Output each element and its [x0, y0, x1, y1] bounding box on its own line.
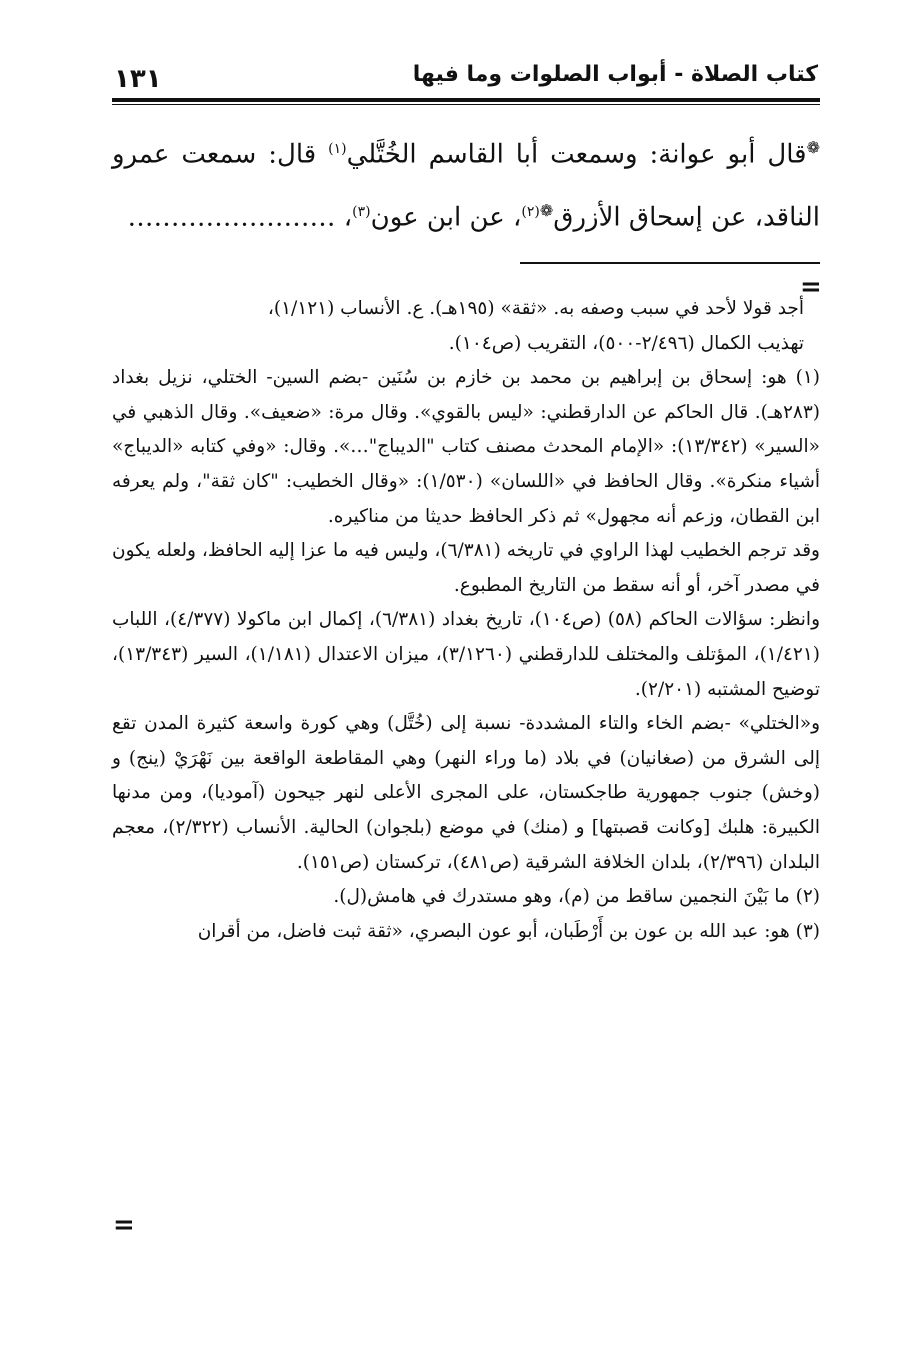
footnote-continuation: تهذيب الكمال (٢/٤٩٦-٥٠٠)، التقريب (ص١٠٤).	[448, 332, 804, 354]
footnotes	[112, 292, 820, 949]
main-text-segment: ، ……………………	[127, 202, 353, 233]
main-text-segment: قال: سمعت عمرو الناقد، عن إسحاق الأزرق	[112, 139, 820, 233]
footnote-separator	[520, 262, 820, 264]
footnote-ref-2: (٢)	[521, 203, 540, 220]
footnote-2	[112, 880, 820, 915]
footnote-1-paragraph: وقد ترجم الخطيب لهذا الراوي في تاريخه (٦/٣٨١)، وليس فيه ما عزا إليه الحافظ، ولعله يكون في مصدر آخر، أو أنه سقط من التاريخ المطبوع.	[112, 540, 820, 596]
footnote-text: هو: عبد الله بن عون بن أَرْطَبان، أبو عون البصري، «ثقة ثبت فاضل، من أقران	[197, 920, 796, 942]
footnote-ref-1: (١)	[328, 141, 347, 157]
running-title: كتاب الصلاة - أبواب الصلوات وما فيها	[412, 62, 818, 87]
footnote-label: (٢)	[795, 886, 820, 908]
footnote-1	[112, 361, 820, 534]
star-marker: ❁	[806, 138, 820, 157]
footnote-3	[112, 915, 820, 950]
footnote-text: هو: إسحاق بن إبراهيم بن محمد بن خازم بن سُنَين -بضم السين- الختلي، نزيل بغداد (٢٨٣هـ). قال الحاكم عن الدارقطني: «ليس بالقوي». وقال مرة: «ضعيف». وقال الذهبي في «السير» (١٣/٣٤٢): «الإمام المحدث مصنف كتاب "الديباج"…». وقال: «وفي كتابه «الديباج» أشياء منكرة». وقال الحافظ في «اللسان» (١/٥٣٠): «وقال الخطيب: "كان ثقة"، ولم يعرفه ابن القطان، وزعم أنه مجهول» ثم ذكر الحافظ حديثا من مناكيره.	[112, 367, 821, 527]
continuation-mark: =	[800, 272, 822, 302]
footnote-ref-3: (٣)	[352, 203, 371, 220]
main-paragraph	[112, 120, 820, 245]
footnote-text: ما بَيْنَ النجمين ساقط من (م)، وهو مستدرك في هامش(ل).	[333, 886, 796, 908]
page-number: ١٣١	[114, 64, 162, 94]
footnote-continuation: أجد قولا لأحد في سبب وصفه به. «ثقة» (١٩٥هـ). ع. الأنساب (١/١٢١)،	[267, 298, 804, 319]
star-marker: ❁	[539, 200, 554, 220]
footnote-label: (٣)	[795, 920, 820, 942]
footnote-label: (١)	[795, 367, 820, 389]
footnote-1-paragraph: وانظر: سؤالات الحاكم (٥٨) (ص١٠٤)، تاريخ بغداد (٦/٣٨١)، إكمال ابن ماكولا (٤/٣٧٧)، اللباب (١/٤٢١)، المؤتلف والمختلف للدارقطني (٣/١٢٦٠)، ميزان الاعتدال (١/١٨١)، السير (١٣/٣٤٣)، توضيح المشتبه (٢/٢٠١).	[112, 609, 821, 700]
main-text	[112, 120, 820, 245]
page-header	[112, 58, 820, 100]
header-rule	[112, 98, 820, 102]
main-text-segment: قال أبو عوانة: وسمعت أبا القاسم الخُتَّلي	[346, 139, 807, 170]
footnote-1-paragraph: و«الختلي» -بضم الخاء والتاء المشددة- نسبة إلى (خُتَّل) وهي كورة واسعة كثيرة المدن تقع إلى الشرق من (صغانيان) في بلاد (ما وراء النهر) وهي المقاطعة الواقعة بين نَهْرَيْ (ينج) و (وخش) جنوب جمهورية طاجكستان، على المجرى الأعلى لنهر جيحون (آموديا)، ومن مدنها الكبيرة: هلبك [وكانت قصبتها] و (منك) في موضع (بلجوان) الحالية. الأنساب (٢/٣٢٢)، معجم البلدان (٢/٣٩٦)، بلدان الخلافة الشرقية (ص٤٨١)، تركستان (ص١٥١).	[112, 713, 820, 873]
header-rule-thin	[112, 104, 820, 105]
page-end-mark: =	[113, 1210, 135, 1240]
main-text-segment: ، عن ابن عون	[370, 202, 522, 233]
